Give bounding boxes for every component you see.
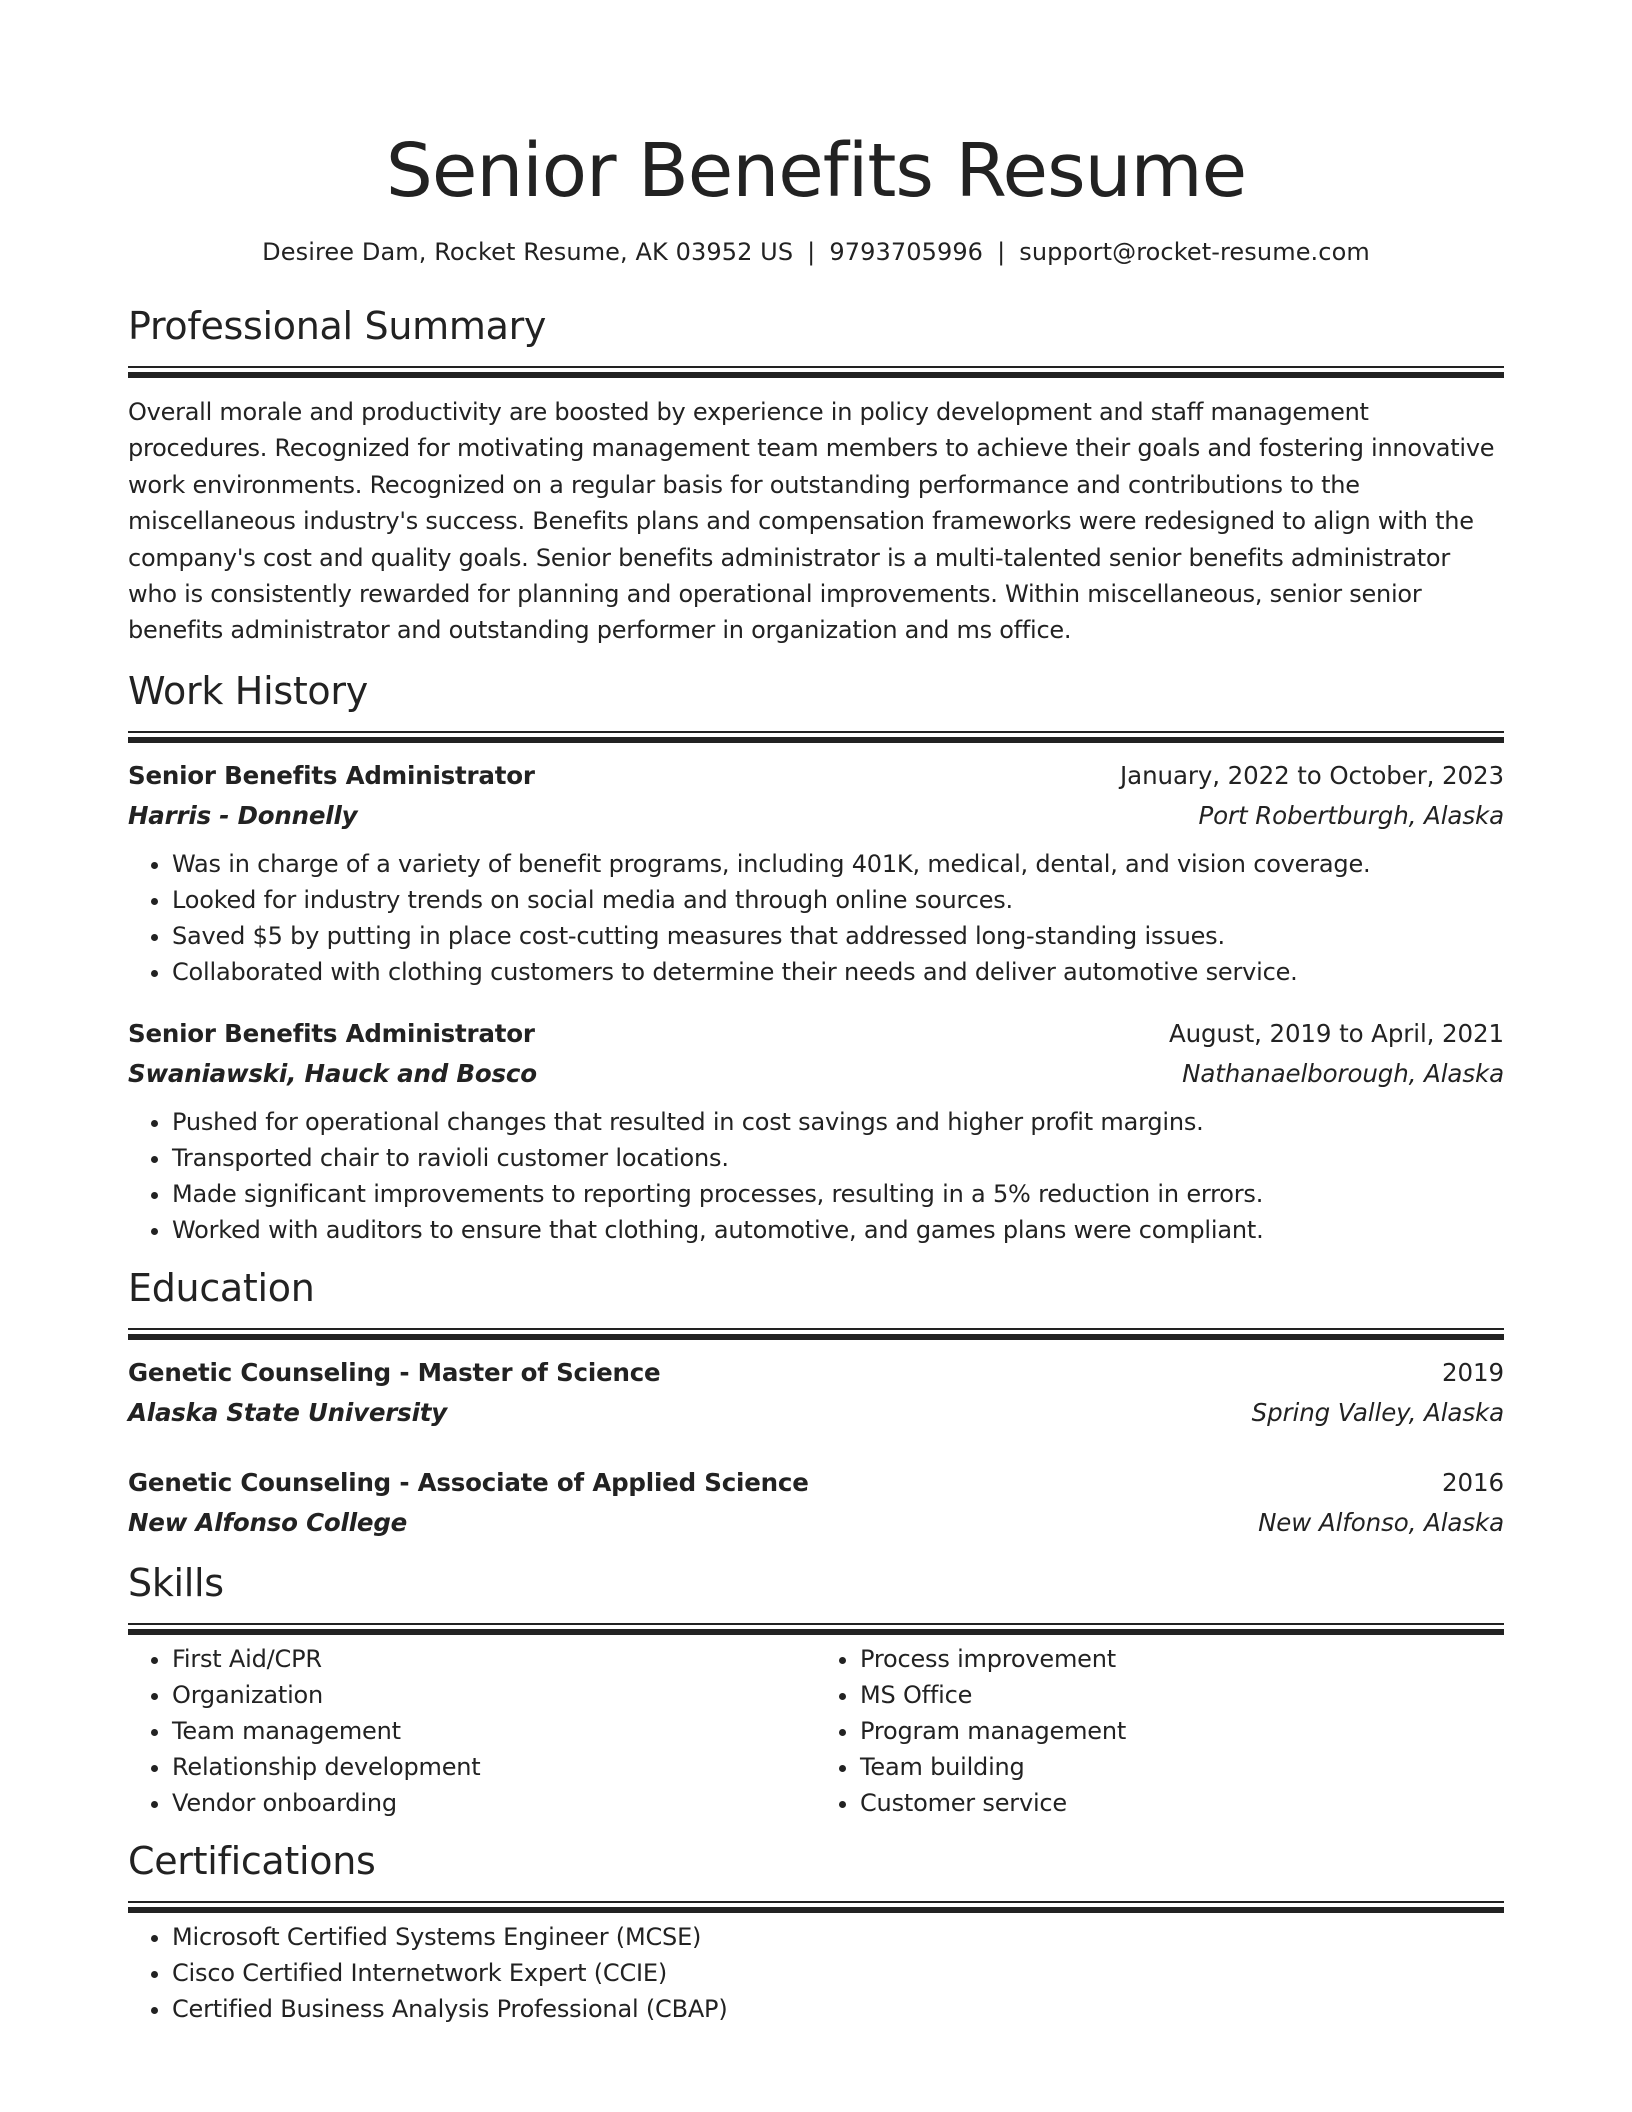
- graduation-year: 2016: [1442, 1467, 1504, 1497]
- skills-section: [128, 1559, 1504, 1821]
- school-location: Spring Valley, Alaska: [1251, 1397, 1504, 1427]
- section-divider: [128, 1901, 1504, 1913]
- list-item: • Saved $5 by putting in place cost-cutting measures that addressed long-standing issues.: [172, 918, 1504, 954]
- graduation-year: 2019: [1442, 1357, 1504, 1387]
- education-entry: [128, 1353, 1504, 1433]
- list-item: • Pushed for operational changes that resulted in cost savings and higher profit margins.: [172, 1104, 1504, 1140]
- job-company: Harris - Donnelly: [128, 800, 358, 830]
- school-name: Alaska State University: [128, 1397, 448, 1427]
- summary-text: Overall morale and productivity are boosted by experience in policy development and staff management procedures. Recognized for motivating management team members to achieve their goals and fostering innovative work environments. Recognized on a regular basis for outstanding performance and contributions to the miscellaneous industry's success. Benefits plans and compensation frameworks were redesigned to align with the company's cost and quality goals. Senior benefits administrator is a multi-talented senior benefits administrator who is consistently rewarded for planning and operational improvements. Within miscellaneous, senior senior benefits administrator and outstanding performer in organization and ms office.: [128, 398, 1495, 645]
- list-item: • Vendor onboarding: [172, 1785, 816, 1821]
- list-item: • Worked with auditors to ensure that clothing, automotive, and games plans were compliant.: [172, 1212, 1504, 1248]
- contact-phone: 9793705996: [829, 238, 984, 266]
- certifications-section: [128, 1837, 1504, 2027]
- list-item: • Team management: [172, 1713, 816, 1749]
- contact-separator: |: [807, 238, 816, 266]
- section-heading-summary: Professional Summary: [128, 304, 547, 348]
- job-dates: January, 2022 to October, 2023: [1120, 760, 1504, 790]
- contact-line: [128, 236, 1504, 268]
- job-company: Swaniawski, Hauck and Bosco: [128, 1058, 537, 1088]
- job-title: Senior Benefits Administrator: [128, 1018, 535, 1048]
- degree: Genetic Counseling - Associate of Applied Science: [128, 1467, 809, 1497]
- list-item: • Transported chair to ravioli customer locations.: [172, 1140, 1504, 1176]
- degree: Genetic Counseling - Master of Science: [128, 1357, 661, 1387]
- job-bullets: [128, 1104, 1504, 1248]
- contact-email: support@rocket-resume.com: [1019, 238, 1370, 266]
- list-item: • Cisco Certified Internetwork Expert (CCIE): [172, 1955, 1504, 1991]
- section-heading-education: Education: [128, 1265, 315, 1310]
- job-location: Port Robertburgh, Alaska: [1198, 800, 1504, 830]
- job-title: Senior Benefits Administrator: [128, 760, 535, 790]
- education-section: [128, 1264, 1504, 1543]
- resume-title: Senior Benefits Resume: [385, 128, 1247, 214]
- list-item: • Organization: [172, 1677, 816, 1713]
- section-heading-certifications: Certifications: [128, 1838, 376, 1883]
- list-item: • Collaborated with clothing customers to determine their needs and deliver automotive service.: [172, 954, 1504, 990]
- skills-columns: [128, 1641, 1504, 1821]
- list-item: • Customer service: [860, 1785, 1504, 1821]
- job-bullets: [128, 846, 1504, 990]
- skills-list-left: [128, 1641, 816, 1821]
- list-item: • Program management: [860, 1713, 1504, 1749]
- list-item: • Looked for industry trends on social media and through online sources.: [172, 882, 1504, 918]
- education-entry: [128, 1463, 1504, 1543]
- section-divider: [128, 731, 1504, 743]
- list-item: • Made significant improvements to reporting processes, resulting in a 5% reduction in errors.: [172, 1176, 1504, 1212]
- job-location: Nathanaelborough, Alaska: [1182, 1058, 1504, 1088]
- list-item: • Process improvement: [860, 1641, 1504, 1677]
- section-divider: [128, 1623, 1504, 1635]
- section-divider: [128, 366, 1504, 378]
- school-location: New Alfonso, Alaska: [1258, 1507, 1504, 1537]
- section-divider: [128, 1328, 1504, 1340]
- section-heading-work-history: Work History: [128, 668, 368, 713]
- skills-list-right: [816, 1641, 1504, 1821]
- list-item: • Microsoft Certified Systems Engineer (MCSE): [172, 1919, 1504, 1955]
- list-item: • MS Office: [860, 1677, 1504, 1713]
- section-heading-skills: Skills: [128, 1560, 224, 1605]
- school-name: New Alfonso College: [128, 1507, 408, 1537]
- contact-address: Desiree Dam, Rocket Resume, AK 03952 US: [262, 238, 794, 266]
- list-item: • First Aid/CPR: [172, 1641, 816, 1677]
- certifications-list: [128, 1919, 1504, 2027]
- list-item: • Relationship development: [172, 1749, 816, 1785]
- summary-section: [128, 302, 1504, 649]
- list-item: • Certified Business Analysis Professional (CBAP): [172, 1991, 1504, 2027]
- job-entry: [128, 1014, 1504, 1248]
- job-dates: August, 2019 to April, 2021: [1168, 1018, 1504, 1048]
- contact-separator: |: [997, 238, 1006, 266]
- list-item: • Team building: [860, 1749, 1504, 1785]
- work-history-section: [128, 667, 1504, 1248]
- job-entry: [128, 756, 1504, 990]
- list-item: • Was in charge of a variety of benefit programs, including 401K, medical, dental, and vision coverage.: [172, 846, 1504, 882]
